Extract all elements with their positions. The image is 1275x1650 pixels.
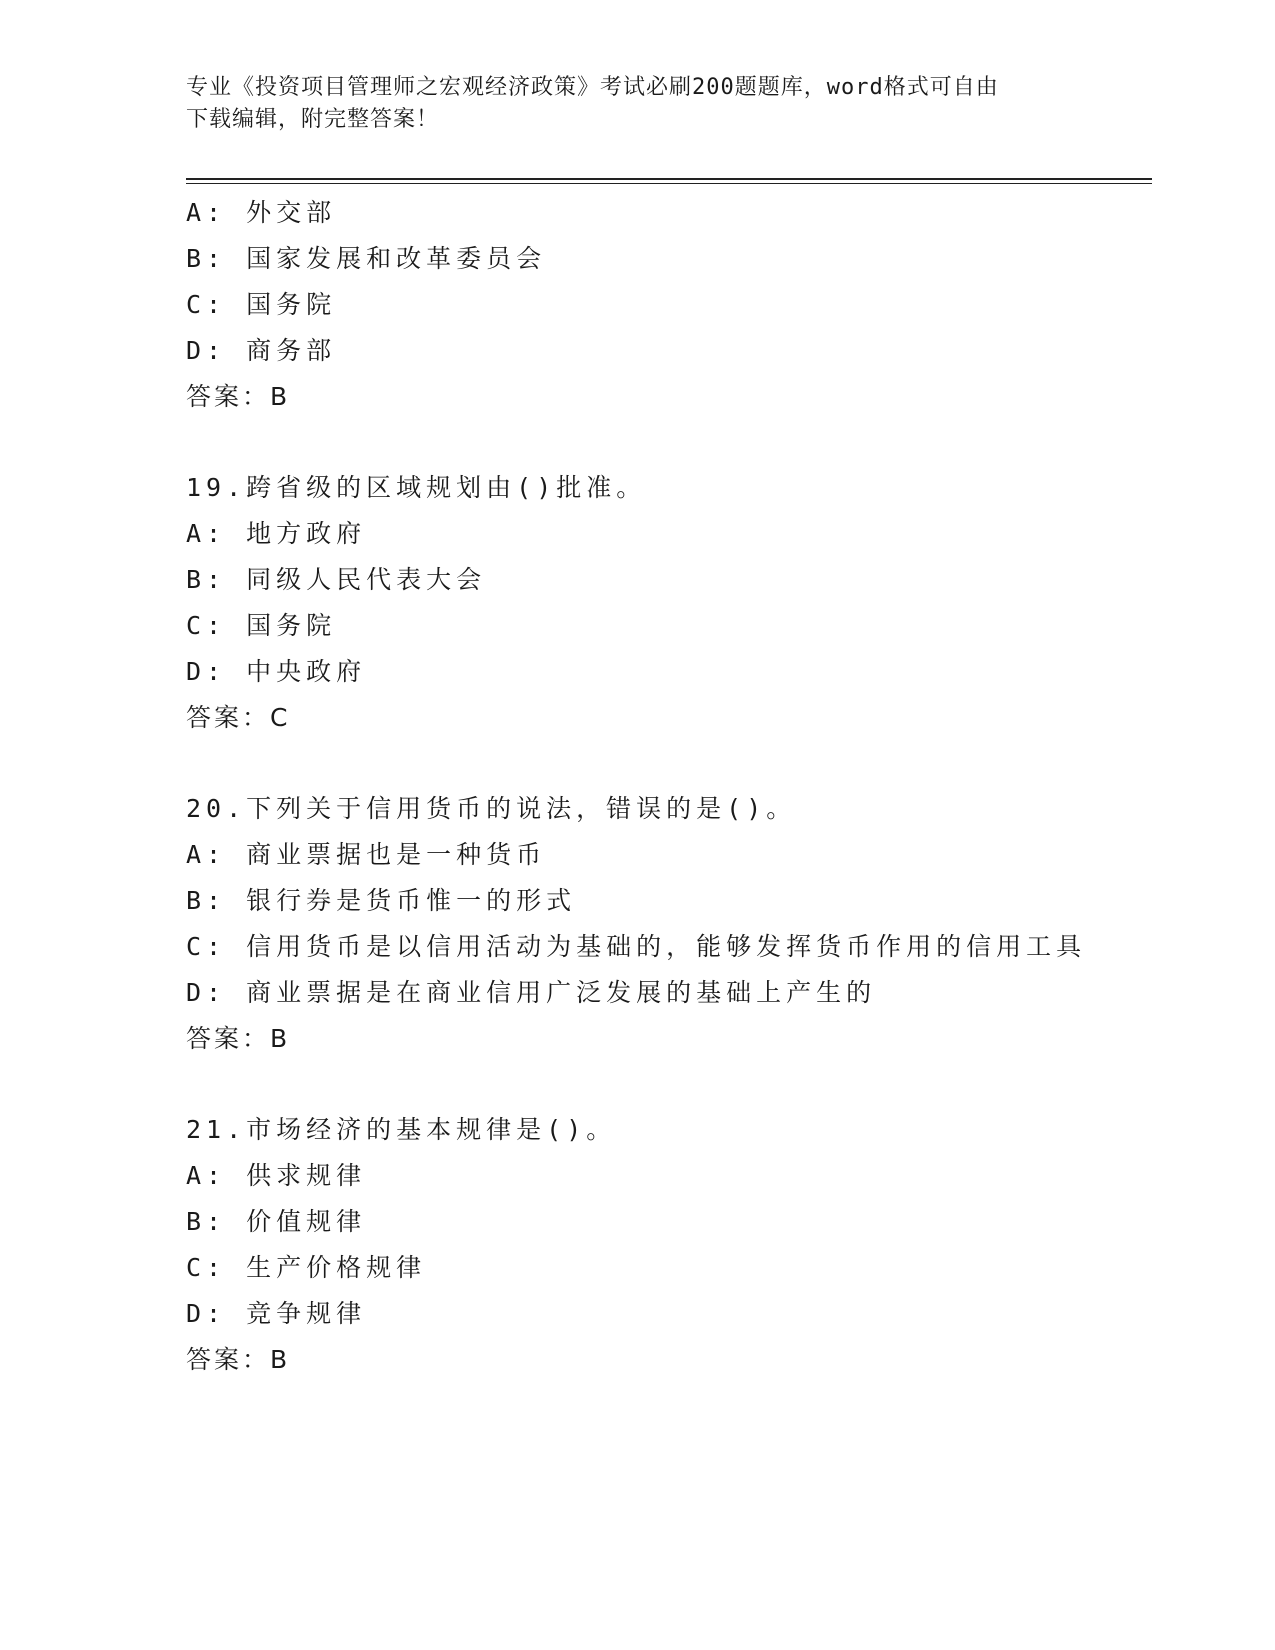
spacer bbox=[186, 1062, 1146, 1107]
option-b: B: 价值规律 bbox=[186, 1207, 367, 1236]
question-text: 21.市场经济的基本规律是()。 bbox=[186, 1115, 617, 1144]
option-d: D: 竞争规律 bbox=[186, 1299, 367, 1328]
option-c: C: 生产价格规律 bbox=[186, 1253, 427, 1282]
option-a: A: 供求规律 bbox=[186, 1161, 367, 1190]
header-divider-thick bbox=[186, 178, 1152, 180]
answer: 答案：B bbox=[186, 1024, 291, 1053]
header-divider-thin bbox=[186, 183, 1152, 184]
option-d: D: 中央政府 bbox=[186, 657, 367, 686]
question-list bbox=[186, 190, 1146, 1383]
header-title-line-2: 下载编辑，附完整答案！ bbox=[186, 107, 440, 132]
question-text: 19.跨省级的区域规划由()批准。 bbox=[186, 473, 647, 502]
option-b: B: 国家发展和改革委员会 bbox=[186, 244, 547, 273]
option-d: D: 商业票据是在商业信用广泛发展的基础上产生的 bbox=[186, 978, 877, 1007]
option-a: A: 外交部 bbox=[186, 198, 337, 227]
question-19 bbox=[186, 465, 1146, 741]
document-header bbox=[186, 72, 1066, 136]
option-c: C: 国务院 bbox=[186, 611, 337, 640]
option-b: B: 银行券是货币惟一的形式 bbox=[186, 886, 577, 915]
option-b: B: 同级人民代表大会 bbox=[186, 565, 487, 594]
question-text: 20.下列关于信用货币的说法，错误的是()。 bbox=[186, 794, 797, 823]
spacer bbox=[186, 420, 1146, 465]
question-20 bbox=[186, 786, 1146, 1062]
option-c: C: 国务院 bbox=[186, 290, 337, 319]
spacer bbox=[186, 741, 1146, 786]
question-21 bbox=[186, 1107, 1146, 1383]
question-18 bbox=[186, 190, 1146, 420]
answer: 答案：B bbox=[186, 1345, 291, 1374]
header-title-line-1: 专业《投资项目管理师之宏观经济政策》考试必刷200题题库，word格式可自由 bbox=[186, 75, 999, 100]
option-c: C: 信用货币是以信用活动为基础的，能够发挥货币作用的信用工具 bbox=[186, 932, 1087, 961]
option-d: D: 商务部 bbox=[186, 336, 337, 365]
answer: 答案：C bbox=[186, 703, 291, 732]
answer: 答案：B bbox=[186, 382, 291, 411]
option-a: A: 商业票据也是一种货币 bbox=[186, 840, 547, 869]
option-a: A: 地方政府 bbox=[186, 519, 367, 548]
